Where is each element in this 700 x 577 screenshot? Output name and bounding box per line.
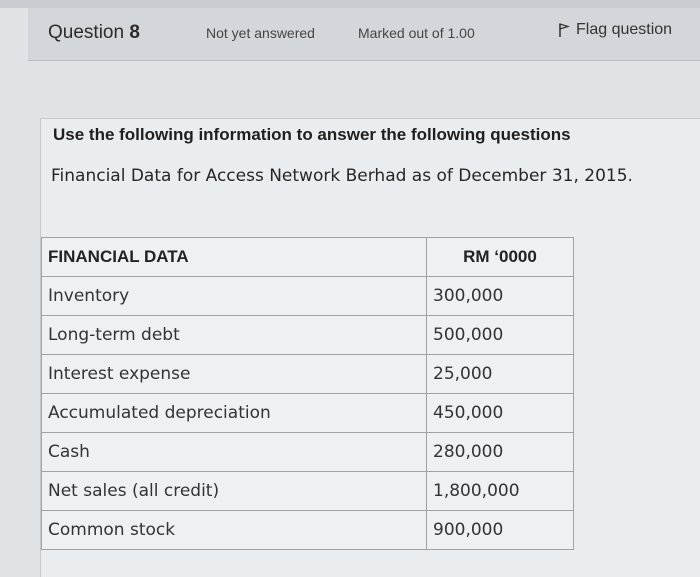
column-header-item: FINANCIAL DATA — [42, 238, 427, 277]
table-row — [42, 355, 574, 394]
row-value: 900,000 — [427, 511, 574, 550]
table-row — [42, 511, 574, 550]
table-row — [42, 277, 574, 316]
financial-data-table — [41, 237, 574, 550]
instruction-description: Financial Data for Access Network Berhad as of December 31, 2015. — [51, 166, 633, 186]
row-item: Net sales (all credit) — [42, 472, 427, 511]
row-value: 280,000 — [427, 433, 574, 472]
top-strip — [0, 0, 700, 8]
question-title — [48, 22, 140, 44]
flag-icon — [558, 22, 570, 38]
question-info-bar — [28, 8, 700, 61]
table-row — [42, 433, 574, 472]
column-header-value: RM ‘0000 — [427, 238, 574, 277]
question-label: Question — [48, 22, 125, 43]
flag-question-button[interactable] — [558, 21, 672, 39]
row-item: Cash — [42, 433, 427, 472]
instruction-heading: Use the following information to answer the following questions — [53, 125, 571, 144]
row-value: 300,000 — [427, 277, 574, 316]
row-item: Inventory — [42, 277, 427, 316]
table-row — [42, 472, 574, 511]
row-item: Accumulated depreciation — [42, 394, 427, 433]
question-number: 8 — [129, 22, 140, 43]
marks-info: Marked out of 1.00 — [358, 25, 475, 41]
row-item: Common stock — [42, 511, 427, 550]
row-value: 500,000 — [427, 316, 574, 355]
table-row — [42, 316, 574, 355]
row-item: Interest expense — [42, 355, 427, 394]
table-header-row — [42, 238, 574, 277]
flag-question-label: Flag question — [576, 21, 673, 38]
table-row — [42, 394, 574, 433]
row-value: 450,000 — [427, 394, 574, 433]
answer-status: Not yet answered — [206, 25, 315, 41]
question-content — [40, 118, 700, 577]
row-item: Long-term debt — [42, 316, 427, 355]
row-value: 1,800,000 — [427, 472, 574, 511]
row-value: 25,000 — [427, 355, 574, 394]
